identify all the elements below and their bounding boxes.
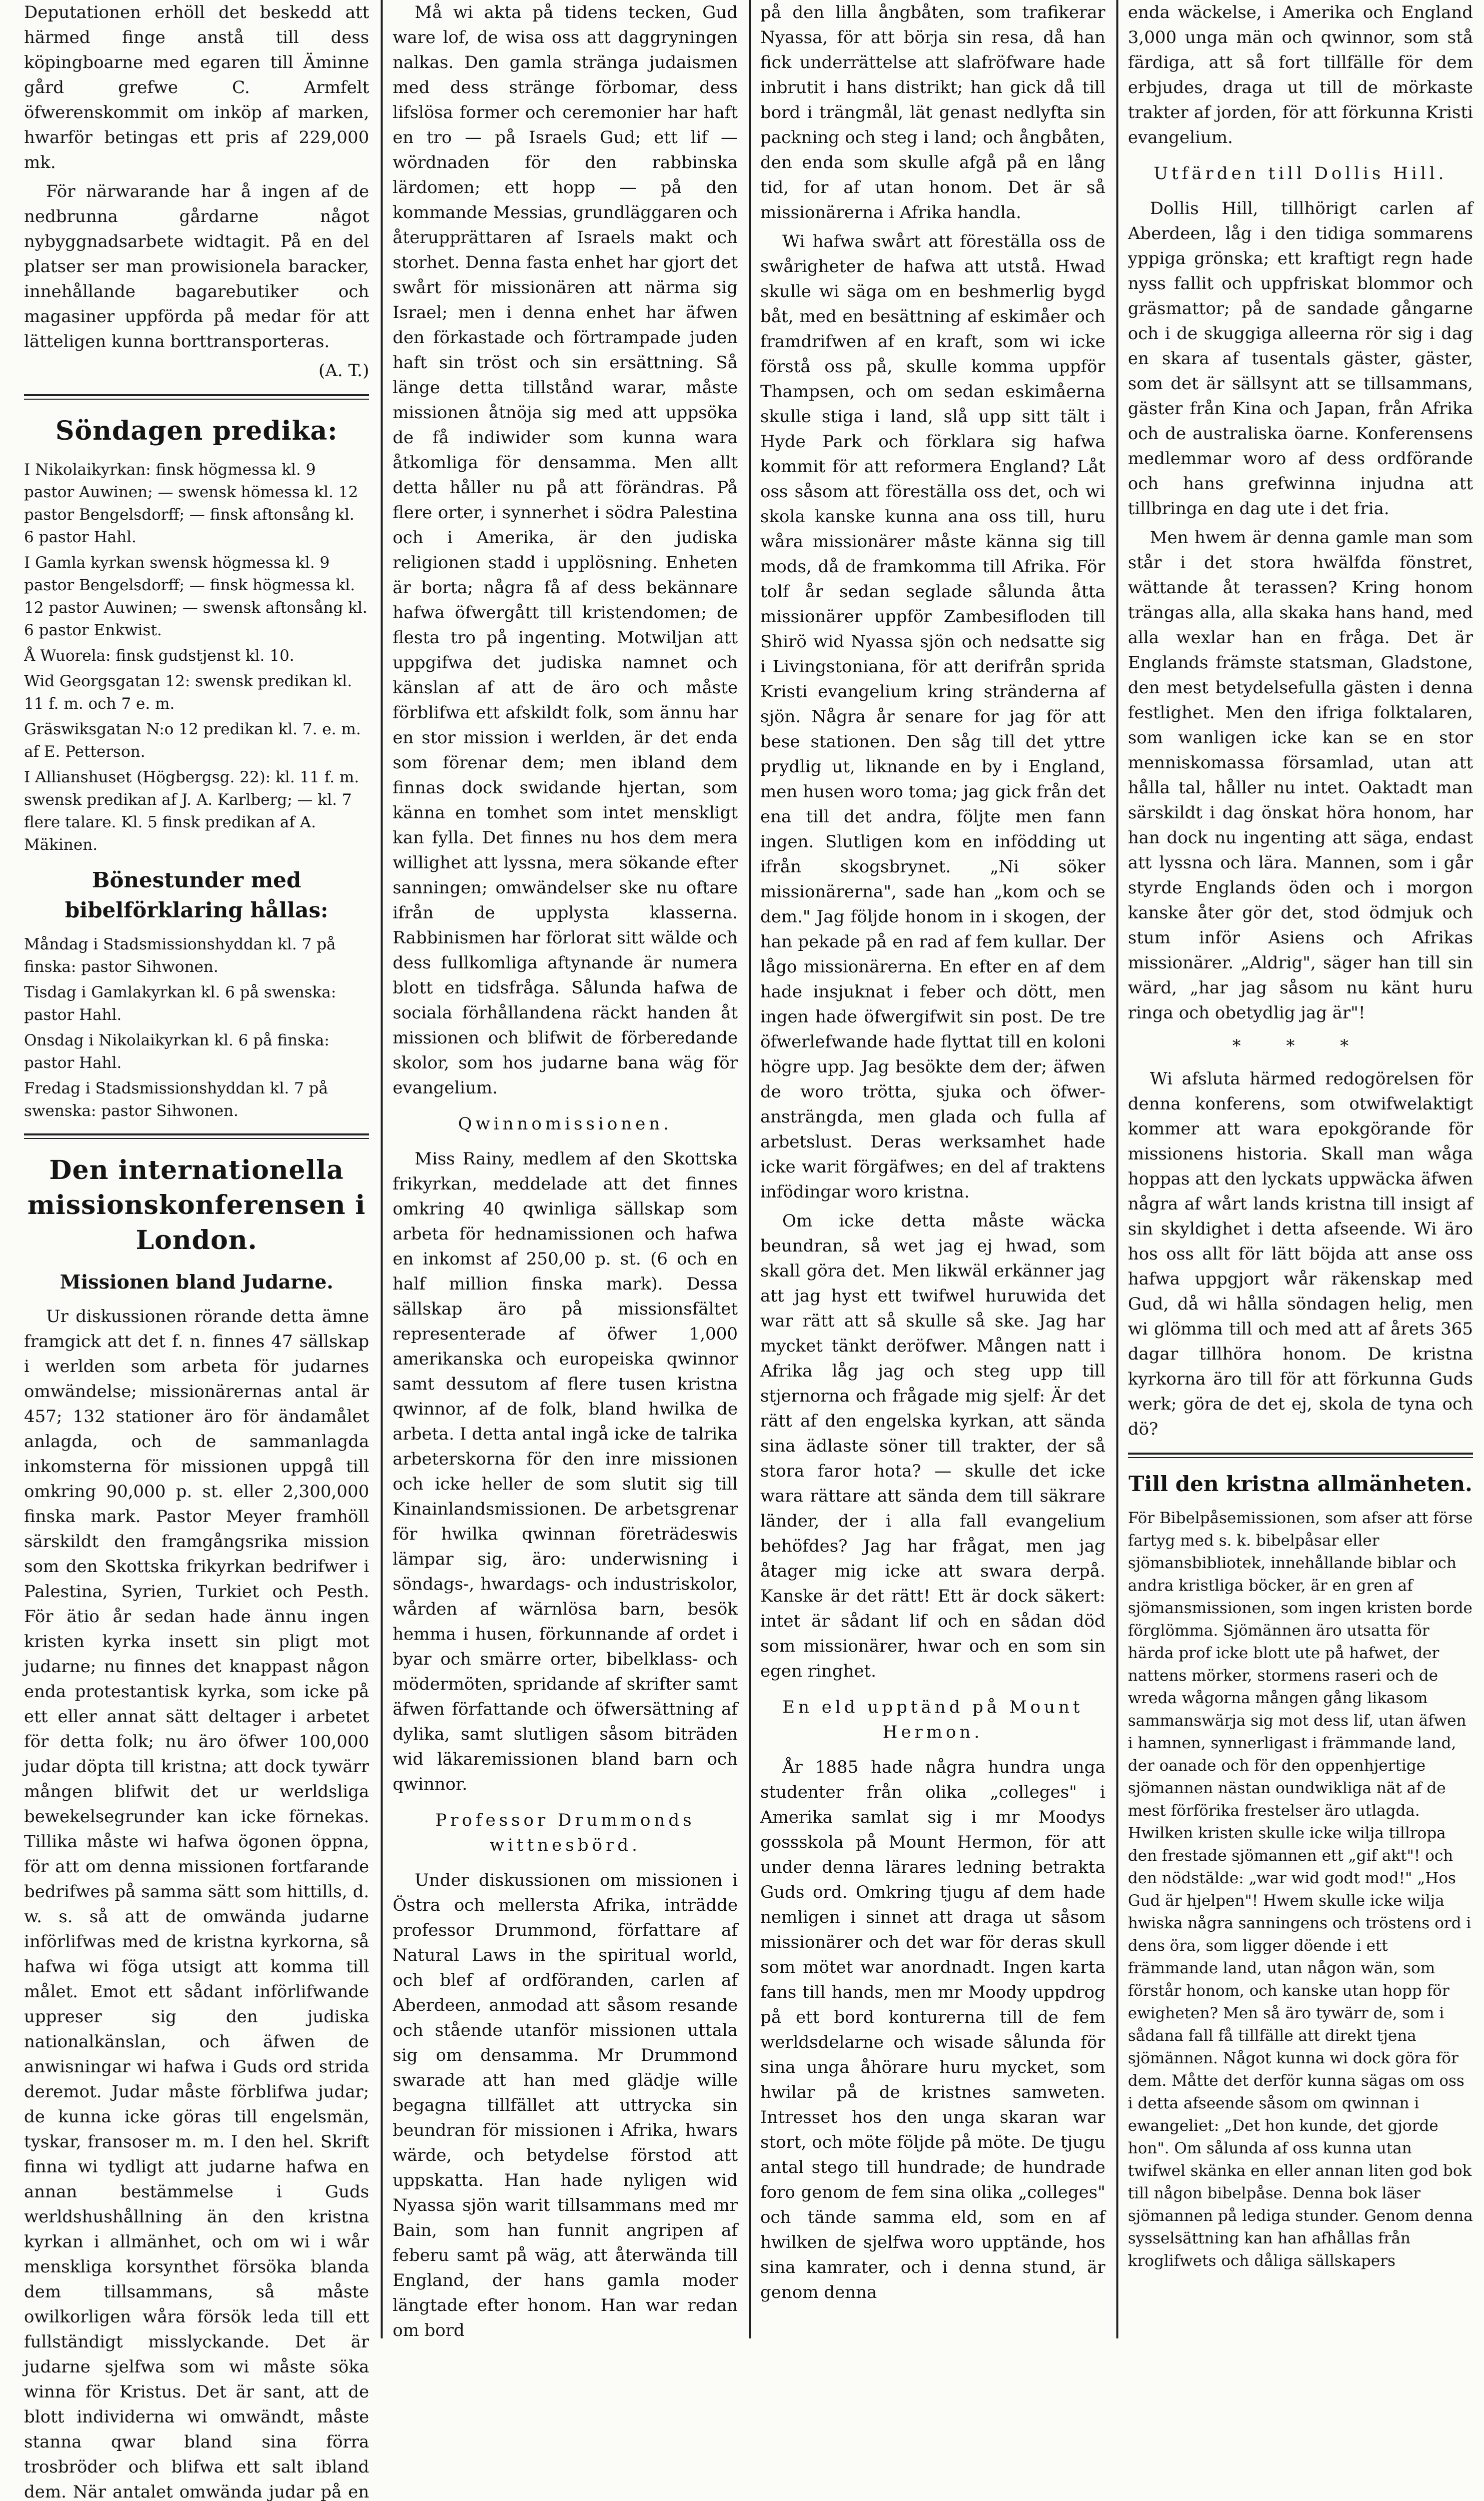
- notice-line: Gräswiksgatan N:o 12 predikan kl. 7. e. m. af E. Petterson.: [24, 720, 361, 761]
- spaced-subheading: Utfärden till Dollis Hill.: [1153, 164, 1447, 184]
- double-rule: [24, 1133, 369, 1139]
- section-heading: Till den kristna allmänheten.: [1128, 1472, 1472, 1496]
- paragraph: Miss Rainy, medlem af den Skottska frikyrkan, meddelade att det finnes omkring 40 qwinliga sällskap som arbeta för hednamissionen och hafwa en inkomst af 250,00 p. st. (6 och en half million finska mark). Dessa sällskap äro på missionsfältet representerade af öfwer 1,000 amerikanska och europeiska qwinnor samt dessutom af flere tusen kristna qwinnor, af de folk, bland hwilka de arbeta. I detta antal ingå icke de talrika arbeterskorna för den inre missionen och icke heller de som slutit sig till Kinainlandsmissionen. De arbetsgrenar för hwilka qwinnan företrädeswis lämpar sig, äro: underwisning i söndags-, hwardags- och industriskolor, wården af wärnlösa barn, besök hemma i husen, förkunnande af ordet i byar och smärre orter, bibelklass- och mödermöten, spridande af skrifter samt äfwen författande och öfwersättning af dylika, samt slutligen såsom biträden wid läkaremissionen bland barn och qwinnor.: [393, 1149, 738, 1794]
- paragraph: på den lilla ångbåten, som trafikerar Nyassa, för att börja sin resa, då han fick underrättelse att slafröfware hade inbrutit i hans distrikt; han gick då till bord i trängmål, lät genast nedlyfta sin packning och steg i land; och ångbåten, den enda som skulle afgå på en lång tid, for af utan honom. Det är så missionärerna i Afrika handla.: [760, 3, 1105, 223]
- notice-line: I Allianshuset (Högbergsg. 22): kl. 11 f. m. swensk predikan af J. A. Karlberg; — kl. 7 flere talare. Kl. 5 finsk predikan af A. Mäkinen.: [24, 768, 359, 854]
- paragraph: enda wäckelse, i Amerika och England 3,000 unga män och qwinnor, som stå färdiga, att så fort tillfälle för dem erbjudes, draga ut till de mörkaste trakter af jorden, för att förkunna Kristi evangelium.: [1128, 3, 1473, 148]
- notice-line: Wid Georgsgatan 12: swensk predikan kl. 11 f. m. och 7 e. m.: [24, 672, 352, 713]
- paragraph: År 1885 hade några hundra unga studenter från olika „colleges" i Amerika samlat sig i mr Moodys gossskola på Mount Hermon, för att under denna lärares ledning betrakta Guds ord. Omkring tjugu af dem hade nemligen i sinnet att draga ut såsom missionärer och det war för deras skull som mötet war anordnadt. Ingen karta fans till hands, men mr Moody uppdrog på ett bord konturerna till de fem werldsdelarne och wisade sålunda för sina unga åhörare huru mycket, som hwilar på de kristnes samweten. Intresset hos den unga skaran war stort, och möte följde på möte. De tjugu antal stego till hundrade; de hundrade foro genom de fem sina olika „colleges" och tände samma eld, som en af hwilken de sjelfwa woro upptände, hos sina kamrater, och i denna stund, är genom denna: [760, 1757, 1105, 2302]
- column-divider: [381, 0, 383, 2338]
- paragraph: Dollis Hill, tillhörigt carlen af Aberdeen, låg i den tidiga sommarens yppiga grönska; ett kraftigt regn hade nyss fallit och uppfriskat blommor och gräsmattor; på de sandade gångarne och i de skuggiga alleerna rör sig i dag en skara af tusentals gäster, gäster, som det är sällsynt att se tillsammans, gäster från Kina och Japan, från Afrika och de australiska öarne. Konferensens medlemmar woro af dess ordförande och hans grefwinna injudna att tillbringa en dag ute i det fria.: [1128, 199, 1473, 519]
- column-divider: [1116, 0, 1118, 2338]
- paragraph: Under diskussionen om missionen i Östra och mellersta Afrika, inträdde professor Drummond, författare af Natural Laws in the spiritual world, och blef af ordföranden, carlen af Aberdeen, anmodad att såsom resande och stående utanför missionen uttala sig om densamma. Mr Drummond swarade att han med glädje wille begagna tillfället att uttrycka sin beundran för missionen i Afrika, hwars wärde, och betydelse förstod att uppskatta. Han hade nyligen wid Nyassa sjön warit tillsammans med mr Bain, som han funnit angripen af feberu samt på wäg, att återwända till England, der hans gamla moder längtade efter honom. Han war redan om bord: [393, 1870, 738, 2340]
- paragraph: Må wi akta på tidens tecken, Gud ware lof, de wisa oss att daggryningen nalkas. Den gamla stränga judaismen med dess stränge förbomar, dess lifslösa former och ceremonier har haft en tro — på Israels Gud; ett lif — wördnaden för den rabbinska lärdomen; ett hopp — på den kommande Messias, grundläggaren och återupprättaren af Israels makt och storhet. Denna fasta enhet har gjort det swårt för missionären att närma sig Israel; men i denna enhet har äfwen den förkastade och förtrampade juden haft sin tröst och sin ersättning. Så länge detta tillstånd warar, måste missionen åtnöja sig med att uppsöka de få indiwider som kunna wara åtkomliga för densamma. Men allt detta håller nu på att förändras. På flere orter, i synnerhet i södra Palestina och i Amerika, är den judiska religionen stadd i upplösning. Enheten är borta; några få af dess bekännare hafwa öfwergått till kristendomen; de flesta tro på ingenting. Motwiljan att uppgifwa det judiska namnet och känslan af att de äro och måste förblifwa ett afskildt folk, som ännu har en stor mission i werlden, är det enda som förenar dem; men ibland dem finnas dock swidande hjertan, som känna en tomhet som intet menskligt kan fylla. Det finnes nu hos dem mera willighet att lyssna, mera sökande efter sanningen; omwändelser ske nu oftare ifrån de upplysta klasserna. Rabbinismen har förlorat sitt wälde och dess fullkomliga aftynande är numera blott en tidsfråga. Sålunda hafwa de sociala förhållandena räckt handen åt missionen och blifwit de förberedande skolor, som hos judarne bana wäg för evangelium.: [393, 3, 738, 1098]
- notice-line: Onsdag i Nikolaikyrkan kl. 6 på finska: pastor Hahl.: [24, 1031, 330, 1072]
- notice-line: Fredag i Stadsmissionshyddan kl. 7 på swenska: pastor Sihwonen.: [24, 1079, 328, 1120]
- signature: (A. T.): [318, 361, 369, 381]
- paragraph: Wi afsluta härmed redogörelsen för denna konferens, som otwifwelaktigt kommer att wara epokgörande för missionens historia. Skall man wåga hoppas att den lyckats uppwäcka äfwen några af wårt lands kristna till insigt af sin skyldighet i detta afseende. Wi äro hos oss allt för lätt böjda att anse oss hafwa uppgjort wår räkenskap med Gud, då wi hålla söndagen helig, men wi glömma till och med att af årets 365 dagar tillhöra honom. De kristna kyrkorna äro till för att förkunna Guds werk; göra de det ej, skola de tyna och dö?: [1128, 1069, 1473, 1439]
- notice-line: Tisdag i Gamlakyrkan kl. 6 på swenska: pastor Hahl.: [24, 983, 337, 1024]
- separator-stars: * * *: [1232, 1036, 1369, 1056]
- column-2: [393, 0, 738, 2338]
- spaced-subheading: Professor Drummonds wittnesbörd.: [435, 1810, 695, 1855]
- column-divider: [749, 0, 751, 2338]
- notice-line: I Gamla kyrkan swensk högmessa kl. 9 pastor Bengelsdorff; — finsk högmessa kl. 12 pastor Auwinen; — swensk aftonsång kl. 6 pastor Enkwist.: [24, 554, 368, 639]
- paragraph: Ur diskussionen rörande detta ämne framgick att det f. n. finnes 47 sällskap i werlden som arbeta för judarnes omwändelse; missionärernas antal är 457; 132 stationer äro för ändamålet anlagda, och de sammanlagda inkomsterna för missionen uppgå till omkring 90,000 p. st. eller 2,300,000 finska mark. Pastor Meyer framhöll särskildt den framgångsrika mission som den Skottska frikyrkan bedrifwer i Palestina, Syrien, Turkiet och Pesth. För ätio år sedan hade ännu ingen kristen kyrka insett sin pligt mot judarne; nu finnes det knappast någon enda protestantisk kyrka, som icke på ett eller annat sätt deltager i arbetet för detta folk; nu äro öfwer 100,000 judar döpta till kristna; att dock tywärr mången blifwit det ur werldsliga bewekelsegrunder kan icke förnekas. Tillika måste wi hafwa ögonen öppna, för att om denna missionen fortfarande bedrifwes på samma sätt som hittills, d. w. s. så att de omwända judarne införlifwas med de kristna kyrkorna, så hafwa wi föga utsigt att komma till målet. Emot ett sådant införlifwande uppreser sig den judiska nationalkänslan, och äfwen de anwisningar wi hafwa i Guds ord strida deremot. Judar måste förblifwa judar; de kunna icke göras till engelsmän, tyskar, fransoser m. m. I den hel. Skrift finna wi tydligt att judarne hafwa en annan bestämmelse i Guds werldshushållning än den kristna kyrkan i allmänhet, och om wi i wår menskliga korsynthet försöka blanda dem tillsammans, så måste owilkorligen wåra försök leda till ett fullständigt misslyckande. Det är judarne sjelfwa som wi måste söka winna för Kristus. Det är sant, att de blott individerna wi omwändt, måste stanna qwar bland sina förra trosbröder och blifwa ett salt ibland dem. När antalet omwända judar på en: [24, 1307, 369, 2501]
- paragraph: Deputationen erhöll det beskedd att härmed finge anstå till dess köpingboarne med egaren till Äminne gård grefwe C. Armfelt öfwerenskommit om inköp af marken, hwarför betingas ett pris af 229,000 mk.: [24, 3, 369, 173]
- paragraph: Om icke detta måste wäcka beundran, så wet jag ej hwad, som skall göra det. Men likwäl erkänner jag att jag hyst ett twifwel huruwida det war rätt att så skulle så ske. Jag har mycket tänkt deröfwer. Mången natt i Afrika låg jag och steg upp till stjernorna och frågade mig sjelf: Är det rätt af den engelska kyrkan, att sända sina ädlaste söner till trakter, der så stora faror hota? — skulle det icke wara rättare att sända dem till säkrare länder, der i alla fall evangelium behöfdes? Jag har frågat, men jag åtager mig icke att swara derpå. Kanske är det rätt! Ett är dock säkert: intet är sådant lif och en sådan död som missionärer, hwar och en som sin egen ringhet.: [760, 1211, 1105, 1681]
- double-rule: [24, 394, 369, 400]
- column-4: [1128, 0, 1473, 2338]
- subheading: Missionen bland Judarne.: [60, 1271, 334, 1293]
- notice-line: För Bibelpåsemissionen, som afser att förse fartyg med s. k. bibelpåsar eller sjömansbibliotek, innehållande biblar och andra kristliga böcker, är en gren af sjömansmissionen, som ingen kristen borde förglömma. Sjömännen äro utsatta för härda prof icke blott ute på hafwet, der nattens mörker, stormens raseri och de wreda wågorna mången gång likasom sammanswärja sig mot dess lif, utan äfwen i hamnen, synnerligast i främmande land, der oanade och för den oppenhjertige sjömannen nästan oundwikliga nät af de mest förförika frestelser äro utlagda. Hwilken kristen skulle icke wilja tillropa den frestade sjömannen ett „gif akt"! och den nödstälde: „war wid godt mod!" „Hos Gud är hjelpen"! Hwem skulle icke wilja hwiska några sanningens och tröstens ord i dens öra, som ligger döende i ett främmande land, utan någon wän, som förstår honom, och kanske utan hopp för ewigheten? Men så äro tywärr de, som i sådana fall få tillfälle att direkt tjena sjömännen. Något kunna wi dock göra för dem. Måtte det derför kunna sägas om oss i detta afseende såsom om qwinnan i ewangeliet: „Det hon kunde, det gjorde hon". Om sålunda af oss kunna utan twifwel skänka en eller annan liten god bok till någon bibelpåse. Denna bok läser sjömannen på lediga stunder. Genom denna sysselsättning kan han afhållas från kroglifwets och dåliga sällskapers: [1128, 1509, 1473, 2270]
- section-heading: Den internationella missionskonferensen i London.: [27, 1155, 366, 1256]
- section-heading: Söndagen predika:: [55, 416, 338, 446]
- column-1: [24, 0, 369, 2501]
- spaced-subheading: Qwinnomissionen.: [458, 1114, 673, 1134]
- column-3: [760, 0, 1105, 2338]
- notice-line: Å Wuorela: finsk gudstjenst kl. 10.: [24, 647, 295, 665]
- double-rule: [1128, 1453, 1473, 1458]
- spaced-subheading: En eld upptänd på Mount Hermon.: [782, 1697, 1083, 1742]
- section-heading: Bönestunder med bibelförklaring hållas:: [65, 868, 329, 922]
- paragraph: Wi hafwa swårt att föreställa oss de swårigheter de hafwa att utstå. Hwad skulle wi säga om en beshmerlig bygd båt, med en besättning af eskimåer och framdrifwen af en kraft, som wi icke förstå oss på, skulle komma uppför Thampsen, och om sedan eskimåerna skulle stiga i land, slå upp sitt tält i Hyde Park och förklara sig hafwa kommit för att reformera England? Låt oss såsom att föreställa oss det, och wi skola kanske kunna ana oss till, huru wåra missionärer måste känna sig till mods, då de framkomma till Afrika. För tolf år sedan seglade sålunda åtta missionärer uppför Zambesifloden till Shirö wid Nyassa sjön och nedsatte sig i Livingstoniana, för att derifrån sprida Kristi evangelium kring stränderna af sjön. Några år senare for jag för att bese stationen. Den såg till det yttre prydlig ut, liknande en by i England, men husen woro toma; jag gick från det ena till det andra, följte men fann ingen. Slutligen kom en infödding ut ifrån skogsbrynet. „Ni söker missionärerna", sade han „kom och se dem." Jag följde honom in i skogen, der han pekade på en rad af fem kullar. Der lågo missionärerna. En efter en af dem hade insjuknat i feber och dött, men ingen hade öfwergifwit sin post. De tre öfwerlefwande hade flyttat till en koloni högre upp. Jag besökte dem der; äfwen de woro trötta, sjuka och öfweransträngda, men glada och fulla af arbetslust. Deras werksamhet hade icke warit förgäfwes; en del af traktens infödingar woro kristna.: [760, 232, 1105, 1202]
- paragraph: Men hwem är denna gamle man som står i det stora hwälfda fönstret, wättande åt terassen? Kring honom trängas alla, alla skaka hans hand, med alla wexlar han en fråga. Det är Englands främste statsman, Gladstone, den mest betydelsefulla gästen i denna festlighet. Men den ifriga folktalaren, som wanligen icke kan se en stor menniskomassa församlad, utan att hålla tal, håller nu intet. Oaktadt man särskildt i dag önskat höra honom, har han dock nu ingenting att säga, endast att lyssna och lära. Mannen, som i går styrde Englands öden och i morgon kanske åter gör det, stod ödmjuk och stum inför Asiens och Afrikas missionärer. „Aldrig", säger han till sin wärd, „har jag såsom nu känt huru ringa och obetydlig jag är"!: [1128, 528, 1473, 1023]
- notice-line: I Nikolaikyrkan: finsk högmessa kl. 9 pastor Auwinen; — swensk hömessa kl. 12 pastor Bengelsdorff; — finsk aftonsång kl. 6 pastor Hahl.: [24, 461, 358, 546]
- paragraph: För närwarande har å ingen af de nedbrunna gårdarne något nybyggnadsarbete widtagit. På en del platser ser man prowisionela baracker, innehållande bagarebutiker och magasiner uppförda på medar för att lätteligen kunna borttransporteras.: [24, 182, 369, 352]
- notice-line: Måndag i Stadsmissionshyddan kl. 7 på finska: pastor Sihwonen.: [24, 935, 336, 976]
